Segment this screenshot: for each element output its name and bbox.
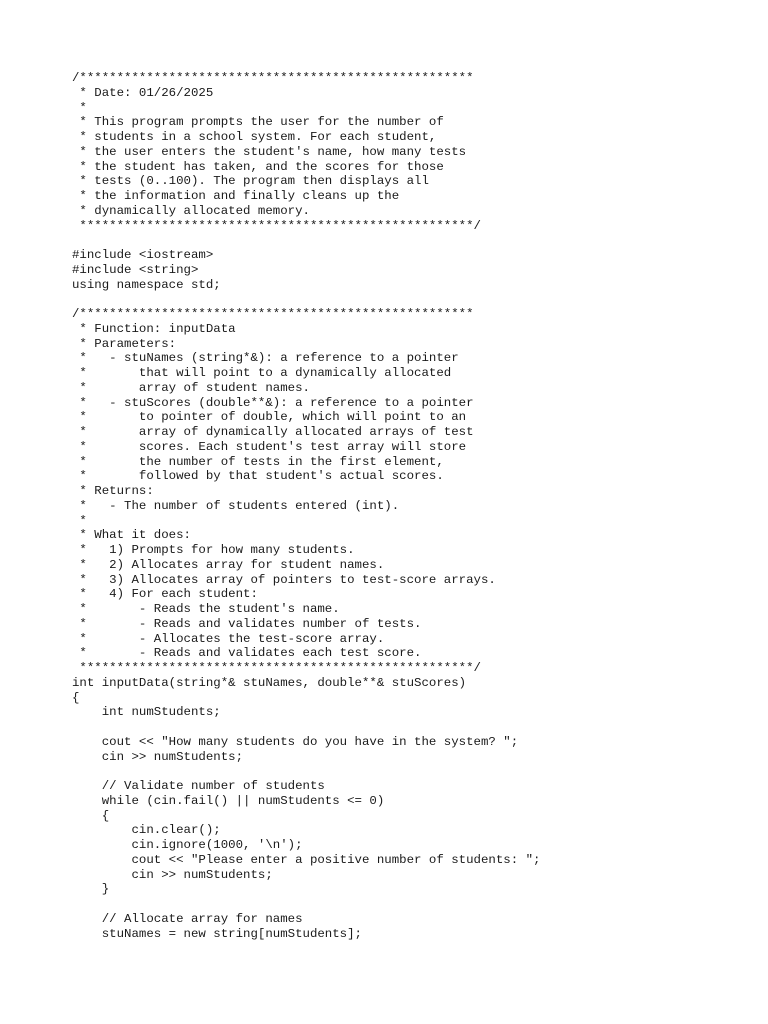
code-line: * dynamically allocated memory. [72,203,310,218]
code-line: * array of dynamically allocated arrays of test [72,425,474,439]
code-line: * 3) Allocates array of pointers to test-score arrays. [72,572,496,587]
code-line [72,764,540,779]
code-line: * Parameters: [72,336,177,351]
code-line [72,720,540,735]
code-line [72,233,540,248]
code-line: cout << "Please enter a positive number of students: "; [72,852,541,867]
code-line: while (cin.fail() || numStudents <= 0) [72,793,385,808]
code-line: * - Reads and validates number of tests. [72,616,422,631]
code-line: * 4) For each student: [72,587,258,602]
code-line: * the number of tests in the first element, [72,454,444,469]
code-line: * - Reads the student's name. [72,602,340,616]
code-line: * that will point to a dynamically allocated [72,366,452,380]
code-line: * students in a school system. For each student, [72,130,437,144]
code-line: stuNames = new string[numStudents]; [72,926,362,941]
code-line: * Function: inputData [72,321,236,336]
code-line: * Date: 01/26/2025 [72,85,214,100]
code-line: * Returns: [72,484,154,498]
code-line: * What it does: [72,528,191,543]
code-line: { [72,690,80,705]
code-line: * the student has taken, and the scores for those [72,159,444,174]
code-line: * the information and finally cleans up the [72,189,400,203]
code-line: * array of student names. [72,380,310,395]
code-line: * 2) Allocates array for student names. [72,557,385,572]
code-line: * - Allocates the test-score array. [72,631,385,646]
code-line [72,292,540,307]
code-line: * scores. Each student's test array will store [72,439,467,454]
code-line: int numStudents; [72,705,221,720]
code-line: /***************************************************** [72,71,474,85]
code-line: * tests (0..100). The program then displays all [72,174,429,189]
code-line: // Allocate array for names [72,911,303,926]
code-line: /***************************************************** [72,307,474,321]
code-line: * [72,100,87,115]
code-line: * - The number of students entered (int). [72,498,400,513]
code-line: int inputData(string*& stuNames, double**& stuScores) [72,675,467,690]
code-line: * - stuScores (double**&): a reference to a pointer [72,395,474,410]
source-code-listing [72,71,540,941]
code-line: cout << "How many students do you have in the system? "; [72,734,519,749]
code-line: * 1) Prompts for how many students. [72,543,355,557]
code-line: cin.ignore(1000, '\n'); [72,838,303,852]
code-line: } [72,882,110,897]
code-line: cin.clear(); [72,823,221,838]
code-line: * the user enters the student's name, how many tests [72,144,467,159]
code-line [72,897,540,912]
code-line: { [72,808,110,823]
code-line: cin >> numStudents; [72,749,244,764]
code-line: * [72,513,87,528]
code-line: *****************************************************/ [72,218,481,233]
code-line: #include <string> [72,262,199,277]
code-line: using namespace std; [72,277,221,292]
code-line: // Validate number of students [72,779,325,793]
code-line: #include <iostream> [72,248,214,262]
code-line: cin >> numStudents; [72,867,273,882]
code-line: *****************************************************/ [72,661,481,675]
code-line: * - Reads and validates each test score. [72,646,422,661]
code-line: * - stuNames (string*&): a reference to a pointer [72,351,459,366]
code-line: * followed by that student's actual scores. [72,469,444,484]
code-line: * to pointer of double, which will point to an [72,410,467,425]
code-line: * This program prompts the user for the number of [72,115,444,130]
